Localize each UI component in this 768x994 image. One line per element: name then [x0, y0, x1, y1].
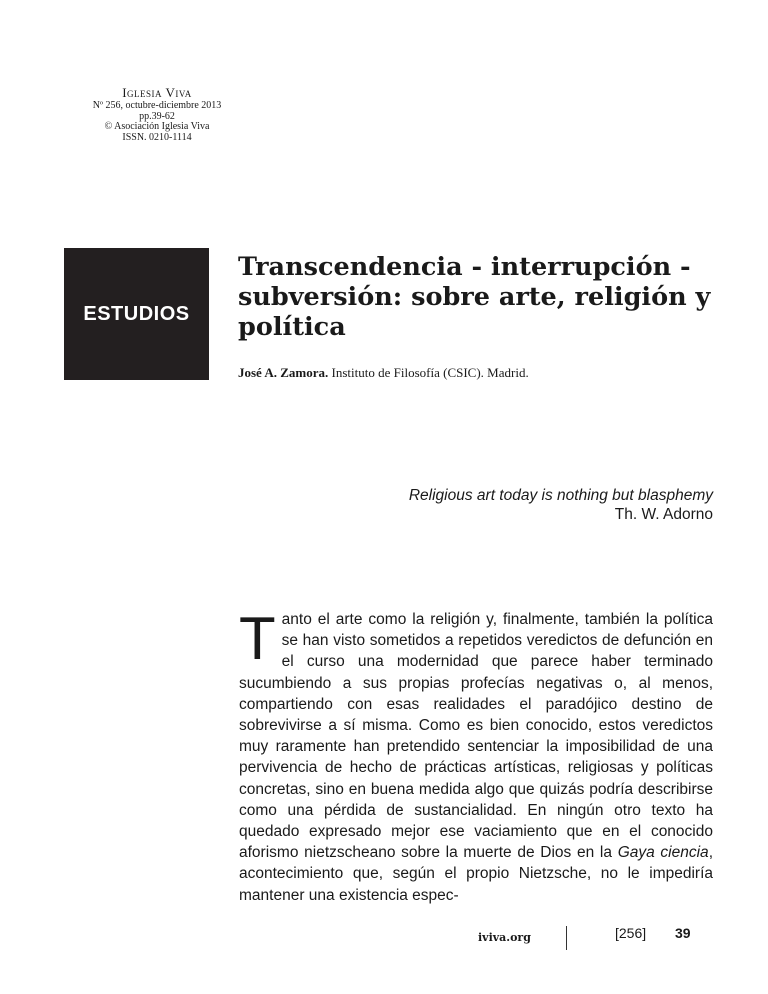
- footer-page-number: 39: [675, 925, 691, 941]
- epigraph-quote: Religious art today is nothing but blasphemy: [408, 487, 713, 504]
- footer-issue: [256]: [615, 925, 647, 941]
- epigraph: [300, 486, 713, 524]
- body-paragraph: [239, 605, 713, 906]
- body-text-2: , acontecimiento que, según el propio Nietzsche, no le impediría mantener una existencia espec-: [239, 844, 713, 904]
- footer-site: iviva.org: [478, 931, 531, 944]
- article-title: Transcendencia - interrupción - subversión: sobre arte, religión y política: [238, 252, 711, 342]
- author-name: José A. Zamora.: [238, 365, 329, 380]
- journal-header: [62, 86, 252, 143]
- journal-copyright: © Asociación Iglesia Viva: [104, 121, 210, 132]
- dropcap: T: [239, 605, 276, 672]
- body-text-1: anto el arte como la religión y, finalmente, también la política se han visto sometidos a repetidos veredictos de defunción en el curso una modernidad que parece haber terminado sucumbiendo a sus propias profecías negativas o, al menos, compartiendo con esas realidades el paradójico destino de sobrevivirse a sí misma. Como es bien conocido, estos veredictos muy raramente han pretendido sentenciar la imposibilidad de una pervivencia de hecho de prácticas artísticas, religiosas y políticas concretas, sino en buena medida algo que quizás podría describirse como una pérdida de sustancialidad. En ningún otro texto ha quedado expresado mejor ese vaciamiento que en el conocido aforismo nietzscheano sobre la muerte de Dios en la: [239, 611, 713, 862]
- body-text-italic: Gaya ciencia: [617, 844, 709, 862]
- section-block: [64, 248, 209, 380]
- section-label: ESTUDIOS: [83, 302, 190, 325]
- footer-divider: [566, 926, 567, 950]
- journal-issue: Nº 256, octubre-diciembre 2013: [92, 100, 222, 111]
- journal-pages: pp.39-62: [139, 110, 175, 122]
- epigraph-attribution: Th. W. Adorno: [614, 506, 713, 523]
- author-affiliation: Instituto de Filosofía (CSIC). Madrid.: [328, 365, 529, 380]
- author-line: [238, 365, 718, 381]
- journal-issn: ISSN. 0210-1114: [122, 131, 192, 143]
- journal-name: Iglesia Viva: [122, 85, 192, 100]
